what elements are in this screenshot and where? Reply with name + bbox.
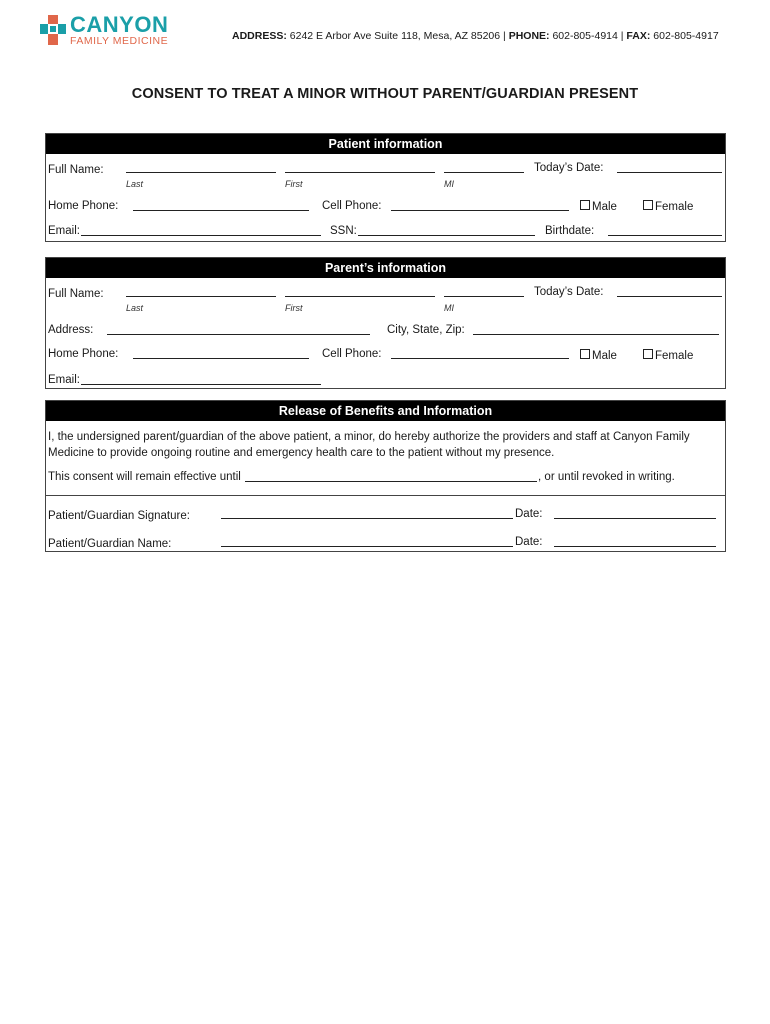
last-caption: Last <box>126 179 144 189</box>
female-checkbox[interactable] <box>643 200 693 214</box>
separator: | <box>620 30 624 42</box>
full-name-label: Full Name: <box>48 164 104 176</box>
document-title: CONSENT TO TREAT A MINOR WITHOUT PARENT/GUARDIAN PRESENT <box>131 86 639 102</box>
first-name-field[interactable] <box>285 172 435 173</box>
name-date-field[interactable] <box>554 546 716 547</box>
home-phone-field[interactable] <box>133 358 309 359</box>
home-phone-field[interactable] <box>133 210 309 211</box>
checkbox-icon <box>643 200 653 210</box>
effective-suffix: , or until revoked in writing. <box>538 471 675 483</box>
checkbox-icon <box>580 200 590 210</box>
male-checkbox[interactable] <box>580 349 617 363</box>
female-label: Female <box>655 201 694 213</box>
todays-date-field[interactable] <box>617 296 722 297</box>
female-label: Female <box>655 350 694 362</box>
checkbox-icon <box>580 349 590 359</box>
cell-phone-label: Cell Phone: <box>322 348 382 360</box>
clinic-fax: 602-805-4917 <box>653 30 719 42</box>
female-checkbox[interactable] <box>643 349 693 363</box>
mi-caption: MI <box>444 303 454 313</box>
cell-phone-field[interactable] <box>391 358 569 359</box>
effective-until-field[interactable] <box>245 481 537 482</box>
separator: | <box>503 30 506 42</box>
clinic-address: 6242 E Arbor Ave Suite 118, Mesa, AZ 85206 <box>289 30 501 42</box>
consent-effective-line <box>48 470 675 484</box>
home-phone-label: Home Phone: <box>48 200 119 212</box>
full-name-label: Full Name: <box>48 288 104 300</box>
mi-caption: MI <box>444 179 454 189</box>
signature-date-label: Date: <box>515 508 543 520</box>
male-label: Male <box>592 201 617 213</box>
authorization-paragraph: I, the undersigned parent/guardian of the above patient, a minor, do hereby authorize the providers and staff at Canyon Family Medicine to provide ongoing routine and emergency health care to the patient without my presence. <box>48 431 690 459</box>
cell-phone-label: Cell Phone: <box>322 200 382 212</box>
last-name-field[interactable] <box>126 296 276 297</box>
address-label: Address: <box>48 324 94 336</box>
male-label: Male <box>592 350 617 362</box>
guardian-name-field[interactable] <box>221 546 513 547</box>
logo-tagline: FAMILY MEDICINE <box>70 35 169 47</box>
section-heading: Parent’s information <box>46 258 725 278</box>
fax-label: FAX: <box>626 30 651 42</box>
todays-date-label: Today’s Date: <box>534 286 604 298</box>
city-state-zip-label: City, State, Zip: <box>387 324 465 336</box>
phone-label: PHONE: <box>508 30 550 42</box>
clinic-logo <box>40 13 170 47</box>
birthdate-field[interactable] <box>608 235 722 236</box>
guardian-name-label: Patient/Guardian Name: <box>48 538 172 550</box>
cell-phone-field[interactable] <box>391 210 569 211</box>
medical-cross-icon <box>40 15 66 45</box>
section-heading: Patient information <box>46 134 725 154</box>
signature-section <box>45 494 726 552</box>
email-field[interactable] <box>81 235 321 236</box>
parent-information-section <box>45 257 726 389</box>
ssn-field[interactable] <box>358 235 535 236</box>
first-name-field[interactable] <box>285 296 435 297</box>
email-label: Email: <box>48 374 80 386</box>
birthdate-label: Birthdate: <box>545 225 595 237</box>
section-heading: Release of Benefits and Information <box>46 401 725 421</box>
effective-prefix: This consent will remain effective until <box>48 471 241 483</box>
home-phone-label: Home Phone: <box>48 348 119 360</box>
email-field[interactable] <box>81 384 321 385</box>
clinic-contact-line <box>232 30 719 42</box>
release-section <box>45 400 726 496</box>
last-caption: Last <box>126 303 144 313</box>
signature-date-field[interactable] <box>554 518 716 519</box>
signature-field[interactable] <box>221 518 513 519</box>
patient-information-section <box>45 133 726 242</box>
male-checkbox[interactable] <box>580 200 617 214</box>
first-caption: First <box>285 303 303 313</box>
city-state-zip-field[interactable] <box>473 334 719 335</box>
first-caption: First <box>285 179 303 189</box>
middle-initial-field[interactable] <box>444 296 524 297</box>
ssn-label: SSN: <box>330 225 357 237</box>
logo-name: CANYON <box>70 12 169 37</box>
todays-date-field[interactable] <box>617 172 722 173</box>
name-date-label: Date: <box>515 536 543 548</box>
address-label: ADDRESS: <box>232 30 287 42</box>
email-label: Email: <box>48 225 80 237</box>
middle-initial-field[interactable] <box>444 172 524 173</box>
checkbox-icon <box>643 349 653 359</box>
clinic-phone: 602-805-4914 <box>552 30 618 42</box>
signature-label: Patient/Guardian Signature: <box>48 510 190 522</box>
last-name-field[interactable] <box>126 172 276 173</box>
todays-date-label: Today’s Date: <box>534 162 604 174</box>
address-field[interactable] <box>107 334 370 335</box>
